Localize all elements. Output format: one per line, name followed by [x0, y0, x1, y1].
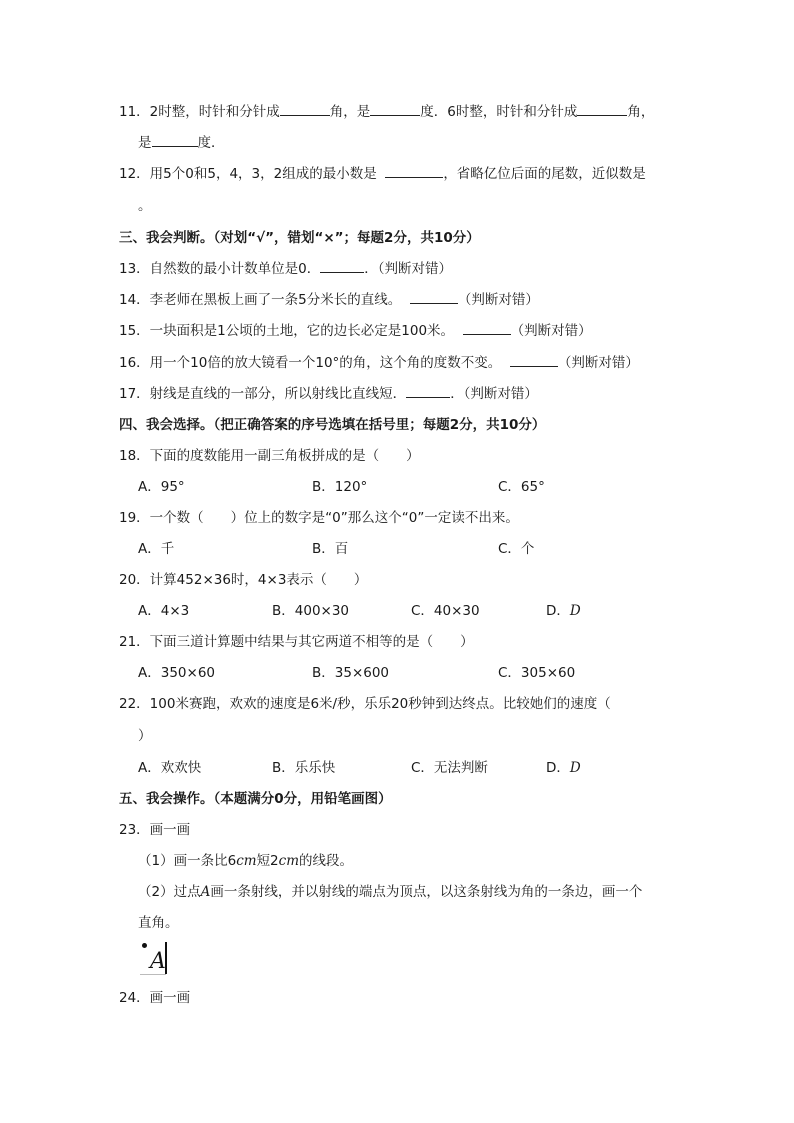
q21-option-c[interactable]: C．305×60 [498, 665, 576, 681]
answer-blank[interactable] [370, 102, 420, 116]
question-11: 11．2时整，时针和分针成 角，是 度．6时整，时针和分针成 角， [119, 104, 655, 120]
q11-text: 11．2时整，时针和分针成 [119, 104, 280, 120]
q21-option-a[interactable]: A．350×60 [138, 665, 215, 681]
answer-blank[interactable] [152, 133, 198, 147]
q22-option-b[interactable]: B．乐乐快 [272, 760, 336, 776]
question-19: 19．一个数（ ）位上的数字是“0”那么这个“0”一定读不出来。 [119, 510, 519, 526]
question-12-cont: 。 [138, 198, 152, 214]
question-23: 23．画一画 [119, 822, 191, 838]
section-3-heading: 三、我会判断。（对划“√”，错划“×”；每题2分，共10分） [119, 230, 480, 246]
answer-blank[interactable] [280, 102, 330, 116]
q20-option-c[interactable]: C．40×30 [411, 603, 480, 619]
question-20: 20．计算452×36时，4×3表示（ ） [119, 572, 368, 588]
q19-option-a[interactable]: A．千 [138, 541, 175, 557]
question-23-part-2: （2）过点A画一条射线，并以射线的端点为顶点，以这条射线为角的一条边，画一个 [138, 884, 643, 900]
section-4-heading: 四、我会选择。（把正确答案的序号选填在括号里；每题2分，共10分） [119, 417, 546, 433]
question-13: 13．自然数的最小计数单位是0． ．（判断对错） [119, 261, 453, 277]
point-a-label: A [150, 949, 166, 974]
answer-blank[interactable] [463, 321, 511, 335]
section-5-heading: 五、我会操作。（本题满分0分，用铅笔画图） [119, 791, 392, 807]
question-23-part-2-cont: 直角。 [138, 915, 179, 931]
answer-blank[interactable] [577, 102, 627, 116]
question-21: 21．下面三道计算题中结果与其它两道不相等的是（ ） [119, 634, 474, 650]
question-23-part-1: （1）画一条比6cm短2cm的线段。 [138, 853, 354, 869]
answer-blank[interactable] [406, 384, 450, 398]
q18-option-a[interactable]: A．95° [138, 479, 185, 495]
q19-option-c[interactable]: C．个 [498, 541, 535, 557]
q18-option-b[interactable]: B．120° [312, 479, 368, 495]
q21-option-b[interactable]: B．35×600 [312, 665, 390, 681]
question-11-cont: 是 度． [138, 135, 225, 151]
question-22-cont: ） [138, 728, 152, 744]
point-a-figure [140, 940, 170, 976]
answer-blank[interactable] [385, 164, 443, 178]
q18-option-c[interactable]: C．65° [498, 479, 545, 495]
q20-option-a[interactable]: A．4×3 [138, 603, 190, 619]
question-16: 16．用一个10倍的放大镜看一个10°的角，这个角的度数不变。 （判断对错） [119, 355, 639, 371]
q19-option-b[interactable]: B．百 [312, 541, 349, 557]
question-22: 22．100米赛跑，欢欢的速度是6米/秒，乐乐20秒钟到达终点。比较她们的速度（ [119, 696, 611, 712]
question-12: 12．用5个0和5，4，3，2组成的最小数是 ，省略亿位后面的尾数，近似数是 [119, 166, 646, 182]
q22-option-c[interactable]: C．无法判断 [411, 760, 488, 776]
question-17: 17．射线是直线的一部分，所以射线比直线短． ．（判断对错） [119, 386, 538, 402]
baseline [140, 974, 166, 975]
q22-option-a[interactable]: A．欢欢快 [138, 760, 202, 776]
question-18: 18．下面的度数能用一副三角板拼成的是（ ） [119, 448, 420, 464]
question-14: 14．李老师在黑板上画了一条5分米长的直线。 （判断对错） [119, 292, 539, 308]
q20-option-d[interactable]: D．D [546, 603, 581, 619]
q22-option-d[interactable]: D．D [546, 760, 581, 776]
q20-option-b[interactable]: B．400×30 [272, 603, 350, 619]
question-15: 15．一块面积是1公顷的土地，它的边长必定是100米。 （判断对错） [119, 323, 592, 339]
answer-blank[interactable] [510, 353, 558, 367]
answer-blank[interactable] [320, 259, 364, 273]
question-24: 24．画一画 [119, 990, 191, 1006]
answer-blank[interactable] [410, 290, 458, 304]
point-dot [142, 943, 147, 948]
